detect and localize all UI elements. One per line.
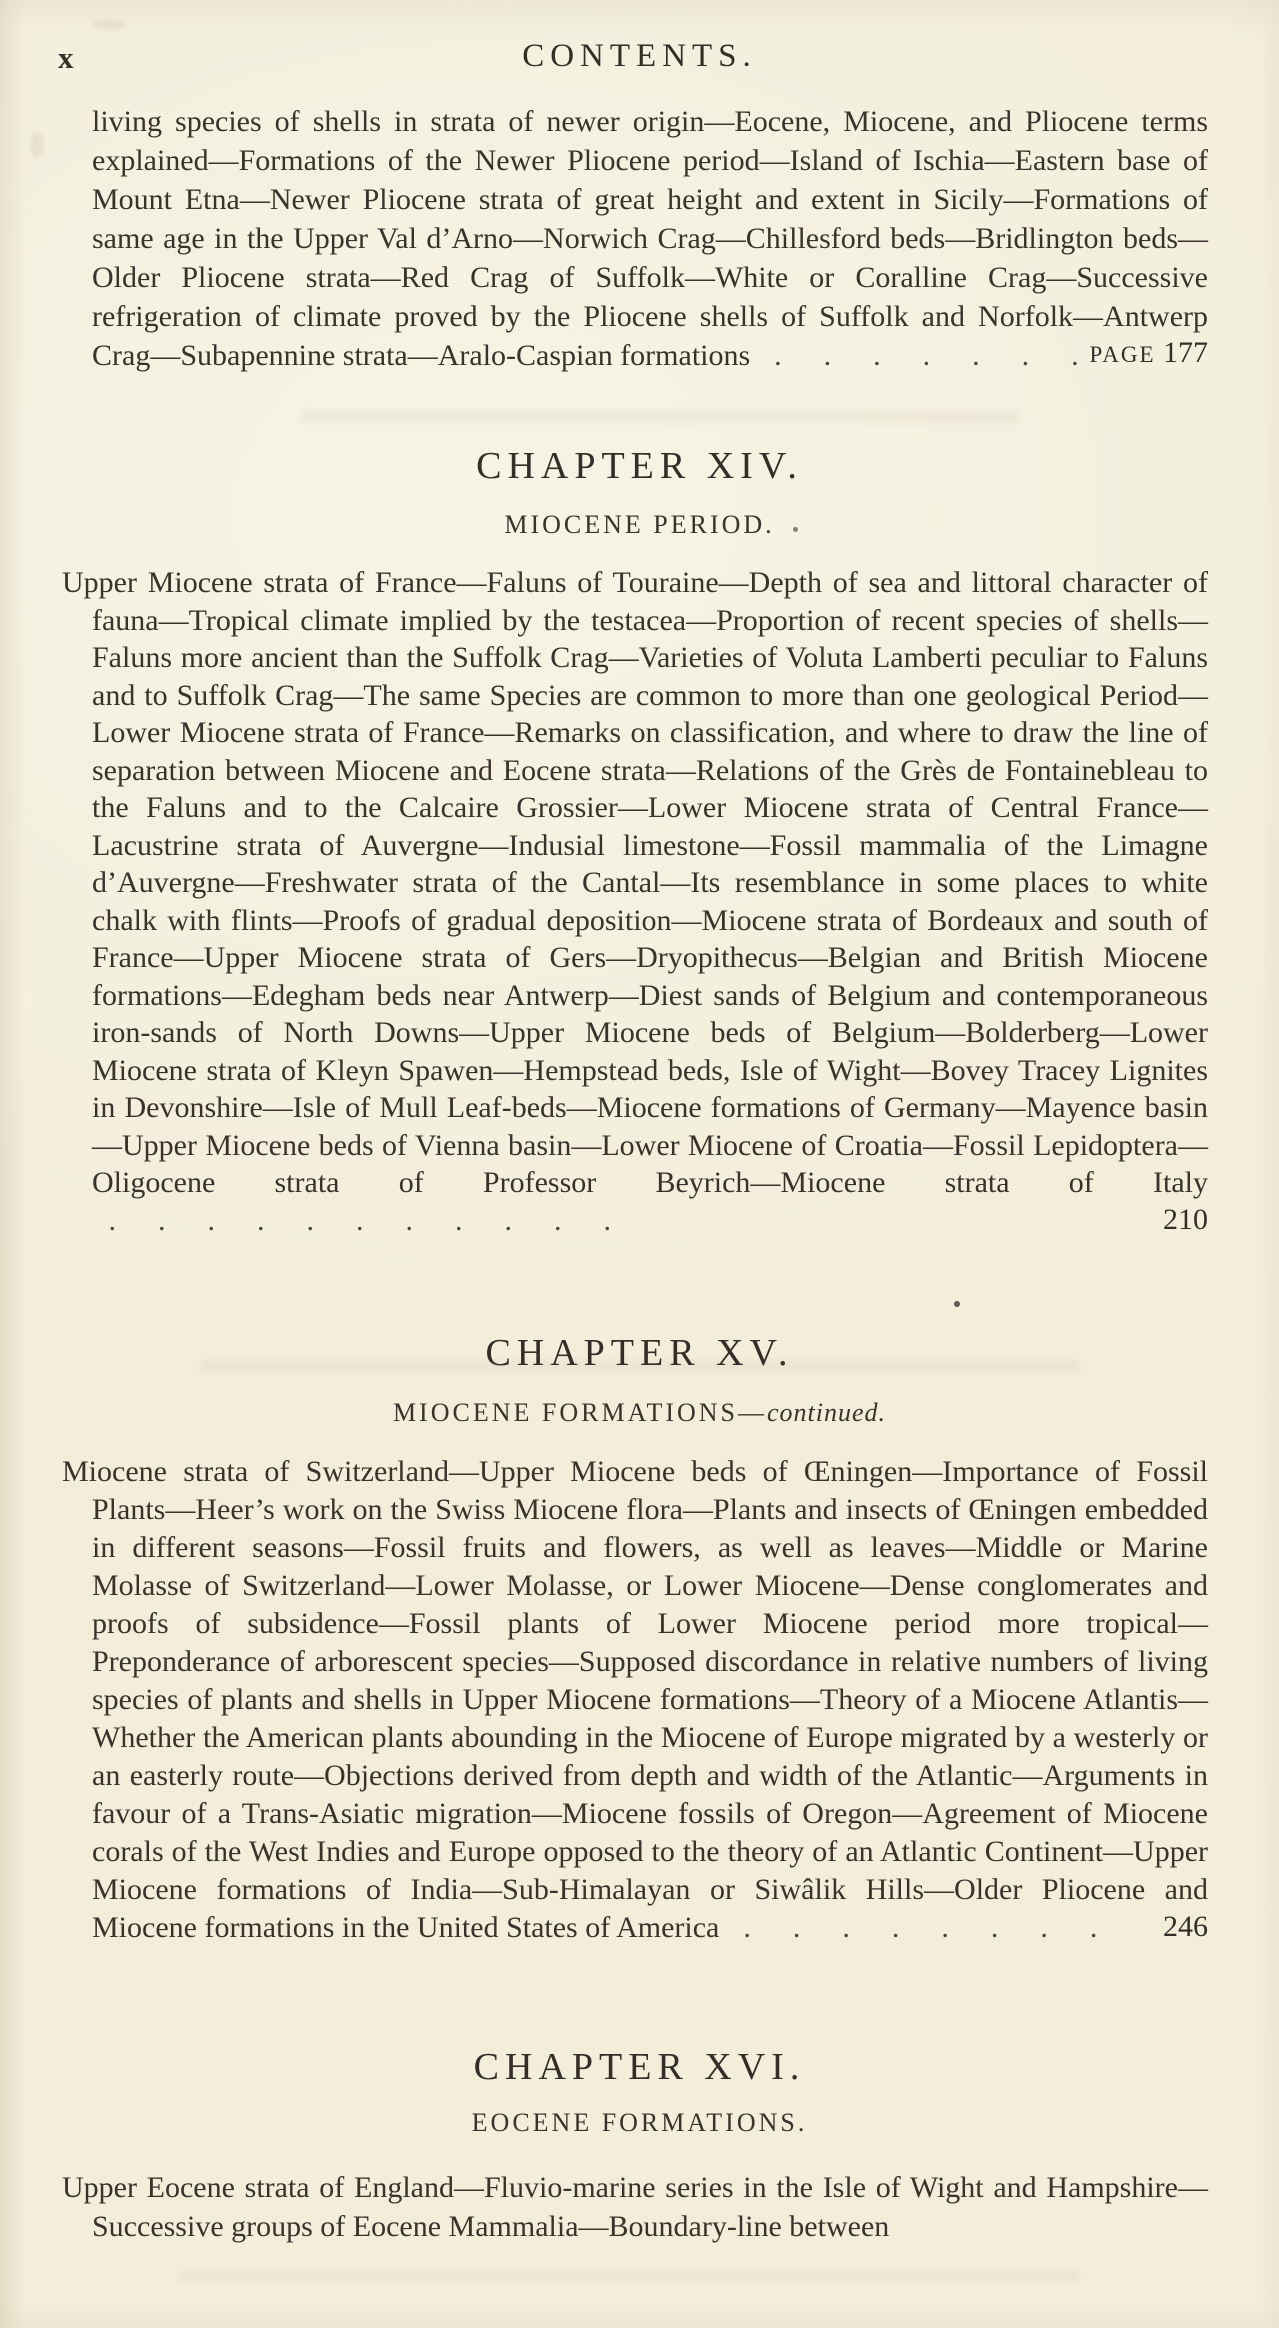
page-number: 210 <box>1163 1202 1208 1236</box>
chapter-16-subheading: EOCENE FORMATIONS. <box>471 2108 808 2137</box>
page-reference <box>1090 333 1208 374</box>
page-number: 177 <box>1163 336 1208 369</box>
toc-paragraph <box>62 1453 1208 1947</box>
showthrough-smudge <box>180 2270 1080 2282</box>
page-reference <box>1163 1201 1208 1239</box>
leader-dots: . . . . . . . . <box>743 1911 1098 1944</box>
leader-dots: . . . . . . . <box>774 339 1079 372</box>
paper-smudge <box>30 132 44 158</box>
paper-smudge <box>92 20 126 30</box>
page-folio: x <box>58 40 75 75</box>
leader-dots: . . . . . . . . . . . <box>108 1203 611 1237</box>
toc-body-text: Upper Eocene strata of England—Fluvio-marine series in the Isle of Wight and Hampshire—Successive groups of Eocene Mammalia—Boundary-line between <box>62 2171 1208 2243</box>
showthrough-smudge <box>300 410 1020 423</box>
toc-body-text: Miocene strata of Switzerland—Upper Miocene beds of Œningen—Importance of Fossil Plants—Heer’s work on the Swiss Miocene flora—Plants and insects of Œningen embedded in different seasons—Fossil fruits and flowers, as well as leaves—Middle or Marine Molasse of Switzerland—Lower Molasse, or Lower Miocene—Dense conglomerates and proofs of subsidence—Fossil plants of Lower Miocene period more tropical—Preponderance of arborescent species—Supposed discordance in relative numbers of living species of plants and shells in Upper Miocene formations—Theory of a Miocene Atlantis—Whether the American plants abounding in the Miocene of Europe migrated by a westerly or an easterly route—Objections derived from depth and width of the Atlantic—Arguments in favour of a Trans-Asiatic migration—Miocene fossils of Oregon—Agreement of Miocene corals of the West Indies and Europe opposed to the theory of an Atlantic Continent—Upper Miocene formations of India—Sub-Himalayan or Siwâlik Hills—Older Pliocene and Miocene formations in the United States of America <box>62 1455 1208 1944</box>
subheading-main: MIOCENE FORMATIONS— <box>392 1398 768 1427</box>
chapter-16-heading: CHAPTER XVI. <box>473 2046 806 2088</box>
toc-body-text: Upper Miocene strata of France—Faluns of Touraine—Depth of sea and littoral character of fauna—Tropical climate implied by the testacea—Proportion of recent species of shells—Faluns more ancient than the Suffolk Crag—Varieties of Voluta Lamberti peculiar to Faluns and to Suffolk Crag—The same Species are common to more than one geological Period—Lower Miocene strata of France—Remarks on classification, and where to draw the line of separation between Miocene and Eocene strata—Relations of the Grès de Fontainebleau to the Faluns and to the Calcaire Grossier—Lower Miocene strata of Central France—Lacustrine strata of Auvergne—Indusial limestone—Fossil mammalia of the Limagne d’Auvergne—Freshwater strata of the Cantal—Its resemblance in some places to white chalk with flints—Proofs of gradual deposition—Miocene strata of Bordeaux and south of France—Upper Miocene strata of Gers—Dryopithecus—Belgian and British Miocene formations—Edegham beds near Antwerp—Diest sands of Belgium and contemporaneous iron-sands of North Downs—Upper Miocene beds of Belgium—Bolderberg—Lower Miocene strata of Kleyn Spawen—Hempstead beds, Isle of Wight—Bovey Tracey Lignites in Devonshire—Isle of Mull Leaf-beds—Miocene formations of Germany—Mayence basin—Upper Miocene beds of Vienna basin—Lower Miocene of Croatia—Fossil Lepidoptera—Oligocene strata of Professor Beyrich—Miocene strata of Italy <box>62 566 1208 1199</box>
running-head: CONTENTS. <box>522 38 757 74</box>
page-reference <box>1163 1908 1208 1946</box>
toc-paragraph <box>62 2168 1208 2246</box>
chapter-14-heading: CHAPTER XIV. <box>476 445 803 487</box>
page-number: 246 <box>1163 1910 1208 1943</box>
ink-speck <box>954 1301 960 1307</box>
chapter-15-heading: CHAPTER XV. <box>485 1332 794 1374</box>
toc-entry-chapter-15 <box>62 1453 1208 1947</box>
toc-paragraph <box>92 102 1208 375</box>
chapter-14-subheading: MIOCENE PERIOD. <box>504 510 775 539</box>
toc-entry-chapter-14 <box>62 564 1208 1239</box>
subheading-continued: continued. <box>767 1398 887 1427</box>
chapter-15-subheading <box>0 1398 1279 1428</box>
page-label: PAGE <box>1089 342 1156 367</box>
toc-entry-continuation <box>92 102 1208 375</box>
toc-body-text: living species of shells in strata of newer origin—Eocene, Miocene, and Pliocene terms explained—Formations of the Newer Pliocene period—Island of Ischia—Eastern base of Mount Etna—Newer Pliocene strata of great height and extent in Sicily—Formations of same age in the Upper Val d’Arno—Norwich Crag—Chillesford beds—Bridlington beds—Older Pliocene strata—Red Crag of Suffolk—White or Coralline Crag—Successive refrigeration of climate proved by the Pliocene shells of Suffolk and Norfolk—Antwerp Crag—Subapennine strata—Aralo-Caspian formations <box>92 105 1208 372</box>
toc-paragraph <box>62 564 1208 1239</box>
toc-entry-chapter-16 <box>62 2168 1208 2246</box>
